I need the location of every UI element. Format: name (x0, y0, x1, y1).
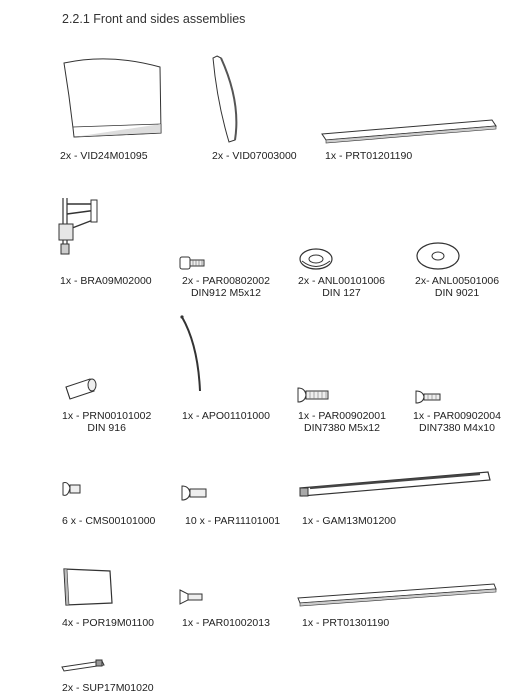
section-title: 2.2.1 Front and sides assemblies (62, 12, 246, 26)
part-label-anl00501006: 2x- ANL00501006 DIN 9021 (415, 275, 500, 299)
part-label-gam13m01200: 1x - GAM13M01200 (302, 515, 396, 527)
part-label-prn00101002: 1x - PRN00101002 DIN 916 (62, 410, 152, 434)
glass-panel-large-drawing (60, 55, 170, 145)
part-label-vid24m01095: 2x - VID24M01095 (60, 150, 148, 162)
part-label-par01002013: 1x - PAR01002013 (182, 617, 270, 629)
set-screw-drawing (60, 375, 100, 405)
part-label-par00802002: 2x - PAR00802002 DIN912 M5x12 (182, 275, 270, 299)
flat-washer-drawing (414, 240, 462, 272)
gasket-profile-drawing (296, 466, 496, 502)
cap-insert-drawing (60, 480, 84, 500)
part-label-par11101001: 10 x - PAR11101001 (185, 515, 281, 527)
spring-washer-drawing (298, 246, 334, 272)
support-bar-drawing (60, 658, 106, 674)
bracket-assembly-drawing (55, 190, 105, 260)
socket-head-screw-drawing (178, 255, 208, 271)
part-label-prt01201190: 1x - PRT01201190 (325, 150, 413, 162)
part-label-par00902001: 1x - PAR00902001 DIN7380 M5x12 (298, 410, 386, 434)
button-head-screw-m5-drawing (296, 386, 332, 404)
part-label-sup17m01020: 2x - SUP17M01020 (62, 682, 154, 694)
short-screw-drawing (180, 484, 210, 502)
glass-panel-side-drawing (205, 52, 250, 147)
part-label-anl00101006: 2x - ANL00101006 DIN 127 (298, 275, 385, 299)
part-label-vid07003000: 2x - VID07003000 (212, 150, 297, 162)
part-label-apo01101000: 1x - APO01101000 (182, 410, 270, 422)
part-label-por19m01100: 4x - POR19M01100 (62, 617, 155, 629)
profile-strip-long-drawing (296, 578, 501, 608)
profile-strip-drawing (320, 112, 500, 144)
part-label-cms00101000: 6 x - CMS00101000 (62, 515, 156, 527)
glass-carrier-block-drawing (58, 565, 118, 610)
support-rod-drawing (178, 315, 208, 395)
part-label-prt01301190: 1x - PRT01301190 (302, 617, 390, 629)
button-head-screw-m4-drawing (414, 389, 444, 405)
countersunk-screw-drawing (178, 588, 206, 606)
part-label-par00902004: 1x - PAR00902004 DIN7380 M4x10 (413, 410, 501, 434)
part-label-bra09m02000: 1x - BRA09M02000 (60, 275, 152, 287)
